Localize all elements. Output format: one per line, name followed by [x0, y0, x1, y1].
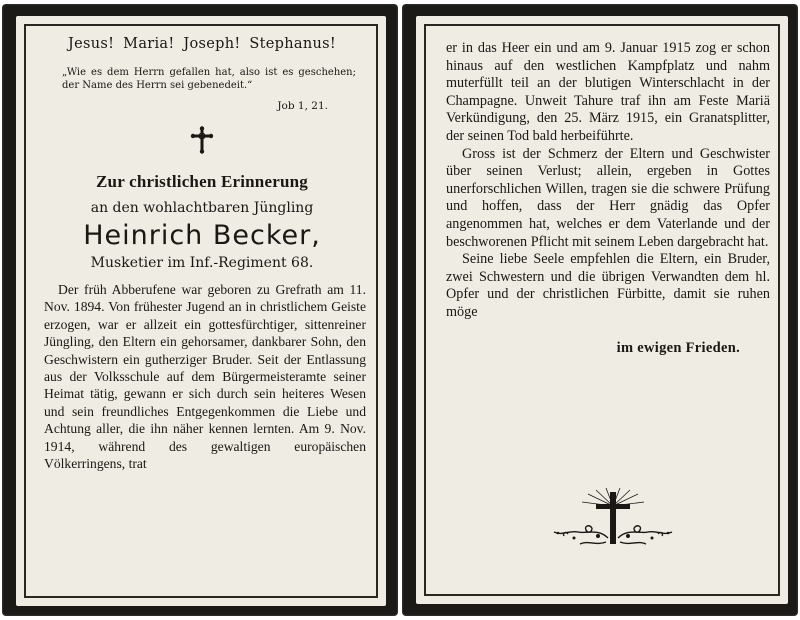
continuation-text: [446, 40, 770, 322]
cross-with-rays-floral-ornament-icon: [548, 488, 678, 558]
bible-reference: Job 1, 21.: [277, 100, 328, 112]
prayer-paragraph: Seine liebe Seele empfehlen die Eltern, ein Bruder, zwei Schwestern und die übrigen Verwandten dem hl. Opfer und der christlichen Fürbitte, damit sie ruhen möge: [446, 251, 770, 320]
biography-paragraph: Der früh Abberufene war geboren zu Grefrath am 11. Nov. 1894. Von frühester Jugend an in christlichem Geiste erzogen, war er allzeit ein gottesfürchtiger, sittenreiner Jüngling, den Eltern ein gehorsamer, dankbarer Sohn, den Geschwistern ein gutherziger Bruder. Seit der Entlassung aus der Volksschule auf dem Bürgermeisteramte seiner Heimat tätig, gewann er sich durch sein heiteres Wesen und sein freundliches Entgegenkommen die Liebe und Achtung aller, die ihn näher kennen lernten. Am 9. Nov. 1914, während des gewaltigen europäischen Völkerringens, trat: [44, 282, 366, 472]
invocation-line: Jesus! Maria! Joseph! Stephanus!: [68, 36, 336, 52]
memorial-intro: an den wohlachtbaren Jüngling: [90, 200, 314, 216]
service-paragraph: er in das Heer ein und am 9. Januar 1915 zog er schon hinaus auf den westlichen Kampfplatz und nahm muterfüllt teil an der blutigen Winterschlacht in der Champagne. Unweit Tahure traf ihn am Feste Mariä Verkündigung, den 25. März 1915, ein Granatsplitter, der seinen Tod bald herbeiführte.: [446, 40, 770, 144]
memorial-card-left: [2, 4, 398, 616]
closing-line: im ewigen Frieden.: [616, 339, 740, 356]
biography-text: [44, 281, 366, 472]
card-content-left: [30, 30, 374, 594]
grief-paragraph: Gross ist der Schmerz der Eltern und Geschwister über seinen Verlust; allein, ergeben in Gottes unerforschlichen Willen, tragen sie die schwere Prüfung und hoffen, dass der Herr gnädig das Opfer angenommen hat, welches er dem Vaterlande und der beschworenen Pflicht mit seinem Leben dargebracht hat.: [446, 145, 770, 250]
card-content-right: [430, 34, 776, 592]
memorial-heading: Zur christlichen Erinnerung: [96, 172, 308, 191]
bible-quote: „Wie es dem Herrn gefallen hat, also ist es geschehen; der Name des Herrn sei gebenedeit.“: [62, 67, 356, 91]
card-paper-left: [16, 16, 386, 606]
card-paper-right: [416, 16, 788, 604]
memorial-card-right: [402, 4, 798, 616]
deceased-name: Heinrich Becker,: [83, 220, 321, 251]
ornate-cross-icon: [30, 126, 374, 154]
military-rank: Musketier im Inf.-Regiment 68.: [90, 255, 314, 271]
